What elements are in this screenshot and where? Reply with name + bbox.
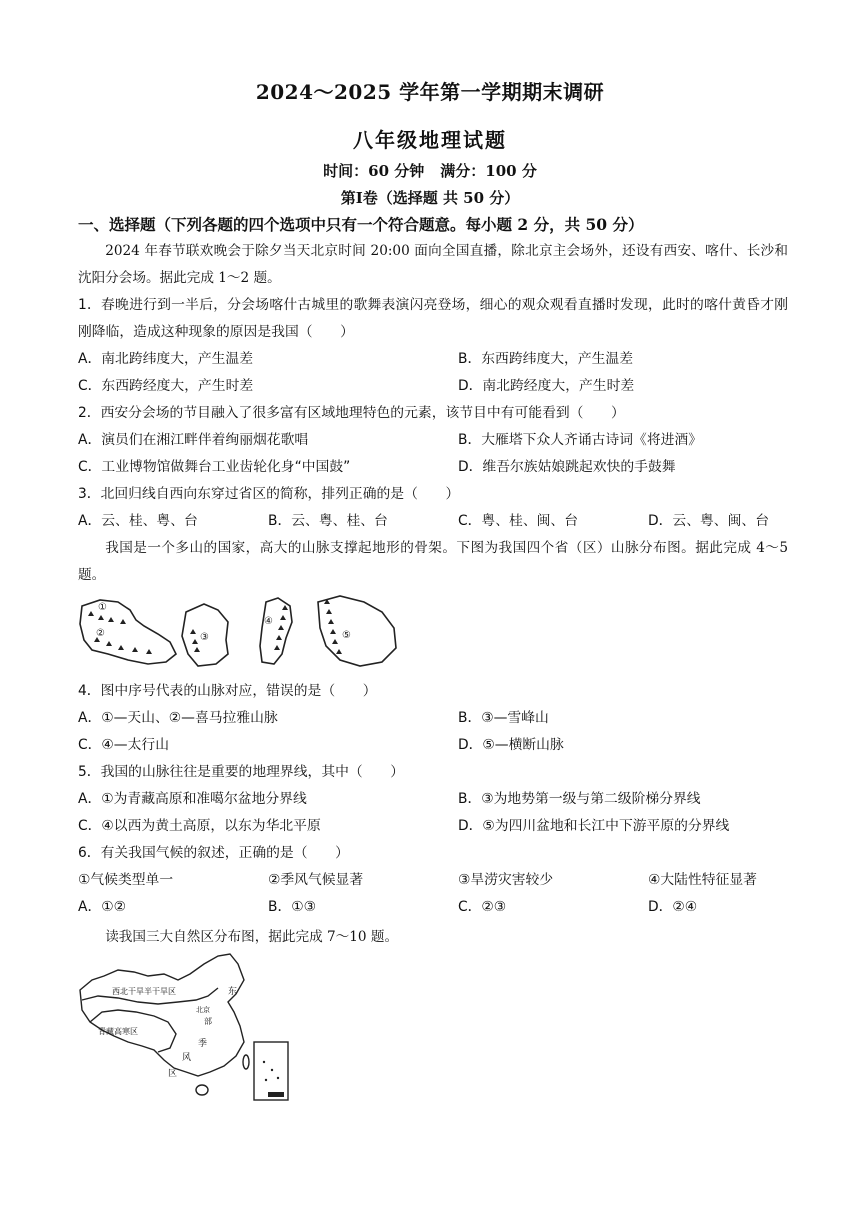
question-5-options-row-2 xyxy=(78,813,788,840)
question-5-option-c[interactable]: C．④以西为黄土高原，以东为华北平原 xyxy=(78,818,321,834)
question-6-statements-row xyxy=(78,867,788,894)
mountain-symbol xyxy=(94,637,152,654)
natural-regions-map xyxy=(78,950,294,1106)
question-2-option-c[interactable]: C．工业博物馆做舞台工业齿轮化身“中国鼓” xyxy=(78,459,351,475)
label-qu: 区 xyxy=(168,1069,178,1079)
label-tibet-region: 青藏高寒区 xyxy=(98,1027,138,1036)
question-5-option-a[interactable]: A．①为青藏高原和准噶尔盆地分界线 xyxy=(78,791,307,807)
south-china-sea-inset xyxy=(254,1042,288,1100)
question-4-option-d[interactable]: D．⑤—横断山脉 xyxy=(458,737,564,753)
question-3-option-b[interactable]: B．云、粤、桂、台 xyxy=(268,513,388,529)
mountain-symbol xyxy=(88,611,126,624)
mountain-label-5: ⑤ xyxy=(342,630,351,641)
question-4-option-a[interactable]: A．①—天山、②—喜马拉雅山脉 xyxy=(78,710,278,726)
mountain-label-1: ① xyxy=(98,602,107,613)
question-3-stem: 3．北回归线自西向东穿过省区的简称，排列正确的是（ ） xyxy=(78,486,460,502)
taiwan-island xyxy=(243,1055,249,1069)
question-2-option-d[interactable]: D．维吾尔族姑娘跳起欢快的手鼓舞 xyxy=(458,459,676,475)
question-1-option-a[interactable]: A．南北跨纬度大，产生温差 xyxy=(78,351,253,367)
question-5-option-d[interactable]: D．⑤为四川盆地和长江中下游平原的分界线 xyxy=(458,818,730,834)
question-2-options-row-1 xyxy=(78,427,788,454)
mountain-distribution-map xyxy=(78,592,408,672)
mountain-label-3: ③ xyxy=(200,632,209,643)
question-2-option-b[interactable]: B．大雁塔下众人齐诵古诗词《将进酒》 xyxy=(458,432,703,448)
exam-meta xyxy=(0,160,860,181)
question-4-options-row-1 xyxy=(78,705,788,732)
question-5-stem: 5．我国的山脉往往是重要的地理界线，其中（ ） xyxy=(78,764,405,780)
label-ji: 季 xyxy=(198,1039,208,1049)
question-3-option-c[interactable]: C．粤、桂、闽、台 xyxy=(458,513,579,529)
question-4-option-c[interactable]: C．④—太行山 xyxy=(78,737,169,753)
question-6-option-b[interactable]: B．①③ xyxy=(268,899,316,915)
intro-paragraph-1: 2024 年春节联欢晚会于除夕当天北京时间 20:00 面向全国直播，除北京主会场外，还设有西安、喀什、长沙和沈阳分会场。据此完成 1～2 题。 xyxy=(78,243,788,286)
question-6-option-a[interactable]: A．①② xyxy=(78,899,126,915)
map-region-sichuan xyxy=(318,596,396,666)
question-3-options-row xyxy=(78,508,788,535)
question-3-option-d[interactable]: D．云、粤、闽、台 xyxy=(648,513,769,529)
question-1-option-b[interactable]: B．东西跨纬度大，产生温差 xyxy=(458,351,634,367)
question-6-statement-1: ①气候类型单一 xyxy=(78,872,174,888)
label-east: 东 xyxy=(228,987,238,997)
question-2-stem: 2．西安分会场的节目融入了很多富有区域地理特色的元素，该节目中有可能看到（ ） xyxy=(78,405,625,421)
question-1-options-row-2 xyxy=(78,373,788,400)
map-region-shanxi xyxy=(260,598,292,664)
question-6-statement-4: ④大陆性特征显著 xyxy=(648,872,757,888)
question-6-option-d[interactable]: D．②④ xyxy=(648,899,698,915)
question-2-options-row-2 xyxy=(78,454,788,481)
label-northwest-region: 西北干旱半干旱区 xyxy=(112,987,176,996)
question-1-option-c[interactable]: C．东西跨经度大，产生时差 xyxy=(78,378,254,394)
exam-title: 2024～2025 学年第一学期期末调研 xyxy=(255,80,605,104)
question-1-option-d[interactable]: D．南北跨经度大，产生时差 xyxy=(458,378,635,394)
question-4-options-row-2 xyxy=(78,732,788,759)
mountain-label-2: ② xyxy=(96,628,105,639)
china-outline xyxy=(80,954,244,1076)
intro-paragraph-2: 我国是一个多山的国家，高大的山脉支撑起地形的骨架。下图为我国四个省（区）山脉分布图。据此完成 4～5 题。 xyxy=(78,540,788,583)
label-beijing: 北京 xyxy=(196,1006,210,1014)
question-4-stem: 4．图中序号代表的山脉对应，错误的是（ ） xyxy=(78,683,377,699)
question-5-options-row-1 xyxy=(78,786,788,813)
mountain-symbol xyxy=(274,605,288,650)
exam-time: 时间：60 分钟 xyxy=(323,162,425,180)
exam-score: 满分：100 分 xyxy=(440,162,537,180)
question-5-option-b[interactable]: B．③为地势第一级与第二级阶梯分界线 xyxy=(458,791,701,807)
question-6-statement-3: ③旱涝灾害较少 xyxy=(458,872,554,888)
mountain-label-4: ④ xyxy=(264,616,273,627)
map-region-xinjiang-tibet xyxy=(80,600,176,664)
label-feng: 风 xyxy=(182,1053,192,1063)
intro-paragraph-3: 读我国三大自然区分布图，据此完成 7～10 题。 xyxy=(105,929,399,945)
question-1-stem: 1．春晚进行到一半后，分会场喀什古城里的歌舞表演闪亮登场，细心的观众观看直播时发现，此时的喀什黄昏才刚刚降临，造成这种现象的原因是我国（ ） xyxy=(78,297,788,340)
mountain-symbol xyxy=(190,629,200,652)
question-6-options-row xyxy=(78,894,788,921)
question-6-statement-2: ②季风气候显著 xyxy=(268,872,364,888)
question-6-option-c[interactable]: C．②③ xyxy=(458,899,507,915)
question-6-stem: 6．有关我国气候的叙述，正确的是（ ） xyxy=(78,845,349,861)
label-bu: 部 xyxy=(204,1017,212,1026)
section-heading: 一、选择题（下列各题的四个选项中只有一个符合题意。每小题 2 分，共 50 分） xyxy=(78,215,644,234)
question-1-options-row-1 xyxy=(78,346,788,373)
question-3-option-a[interactable]: A．云、桂、粤、台 xyxy=(78,513,198,529)
hainan-island xyxy=(196,1085,208,1095)
question-4-option-b[interactable]: B．③—雪峰山 xyxy=(458,710,549,726)
volume-heading: 第Ⅰ卷（选择题 共 50 分） xyxy=(340,189,520,207)
exam-subtitle: 八年级地理试题 xyxy=(353,128,507,152)
question-2-option-a[interactable]: A．演员们在湘江畔伴着绚丽烟花歌唱 xyxy=(78,432,309,448)
